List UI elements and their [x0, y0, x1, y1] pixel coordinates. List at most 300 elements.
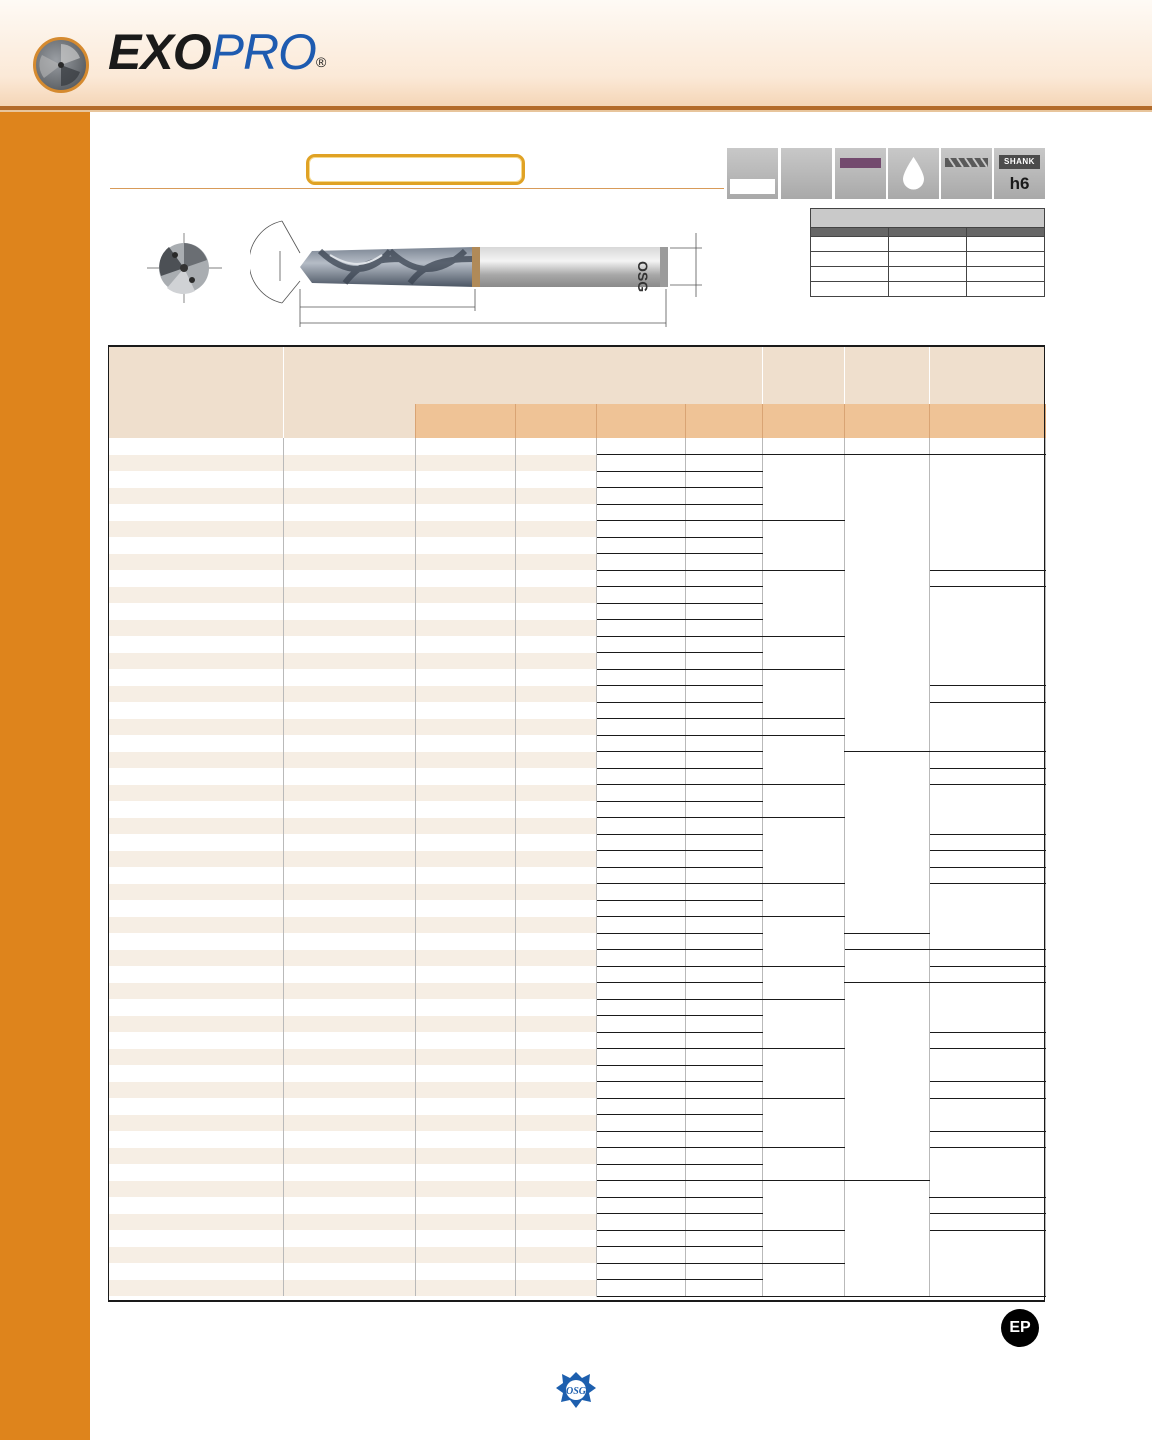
- table-cell: [515, 1016, 596, 1033]
- brand-logo: [108, 24, 325, 80]
- table-cell: [415, 1214, 515, 1231]
- table-cell: [108, 1164, 283, 1181]
- table-cell: [844, 455, 929, 752]
- table-cell: [929, 834, 1045, 851]
- table-cell: [596, 1164, 685, 1181]
- table-cell: [108, 1280, 283, 1297]
- table-cell: [929, 785, 1045, 835]
- table-cell: [108, 1131, 283, 1148]
- table-cell: [108, 1098, 283, 1115]
- table-cell: [844, 950, 929, 983]
- table-cell: [108, 966, 283, 983]
- table-cell: [596, 1131, 685, 1148]
- table-cell: [515, 933, 596, 950]
- table-cell: [929, 1098, 1045, 1131]
- table-cell: [415, 1065, 515, 1082]
- table-cell: [515, 455, 596, 472]
- table-cell: [515, 719, 596, 736]
- table-cell: [415, 488, 515, 505]
- table-cell: [596, 1065, 685, 1082]
- table-cell: [762, 999, 844, 1049]
- table-cell: [515, 504, 596, 521]
- table-cell: [762, 570, 844, 636]
- table-cell: [515, 983, 596, 1000]
- table-cell: [108, 933, 283, 950]
- table-cell: [929, 1148, 1045, 1198]
- table-cell: [415, 834, 515, 851]
- table-cell: [685, 1065, 762, 1082]
- table-cell: [929, 752, 1045, 769]
- table-cell: [415, 669, 515, 686]
- table-cell: [415, 1049, 515, 1066]
- table-cell: [515, 570, 596, 587]
- table-cell: [415, 785, 515, 802]
- table-cell: [596, 884, 685, 901]
- table-cell: [685, 768, 762, 785]
- table-cell: [108, 1032, 283, 1049]
- table-cell: [515, 801, 596, 818]
- table-cell: [596, 488, 685, 505]
- table-cell: [685, 686, 762, 703]
- table-cell: [929, 1230, 1045, 1296]
- table-cell: [596, 1049, 685, 1066]
- table-cell: [283, 884, 415, 901]
- table-cell: [515, 1032, 596, 1049]
- table-cell: [108, 686, 283, 703]
- table-cell: [685, 488, 762, 505]
- table-cell: [415, 966, 515, 983]
- table-cell: [415, 438, 515, 455]
- feature-icon-2: [781, 148, 832, 199]
- table-cell: [415, 1247, 515, 1264]
- table-cell: [596, 438, 685, 455]
- table-cell: [283, 999, 415, 1016]
- table-cell: [283, 702, 415, 719]
- table-cell: [685, 1131, 762, 1148]
- tolerance-table-header: [811, 209, 1045, 228]
- table-cell: [685, 603, 762, 620]
- table-cell: [283, 653, 415, 670]
- table-cell: [685, 867, 762, 884]
- table-cell: [283, 966, 415, 983]
- table-cell: [515, 521, 596, 538]
- table-cell: [596, 603, 685, 620]
- table-cell: [929, 1131, 1045, 1148]
- table-cell: [283, 1164, 415, 1181]
- table-cell: [515, 603, 596, 620]
- table-cell: [415, 1016, 515, 1033]
- table-cell: [515, 1181, 596, 1198]
- table-cell: [762, 785, 844, 818]
- table-cell: [415, 686, 515, 703]
- table-cell: [283, 1016, 415, 1033]
- table-cell: [283, 834, 415, 851]
- table-cell: [515, 1065, 596, 1082]
- table-cell: [685, 933, 762, 950]
- table-cell: [685, 1280, 762, 1297]
- table-cell: [415, 851, 515, 868]
- table-cell: [596, 801, 685, 818]
- table-cell: [515, 735, 596, 752]
- table-cell: [685, 620, 762, 637]
- table-cell: [515, 1082, 596, 1099]
- helix-icon: [941, 148, 992, 199]
- table-cell: [685, 752, 762, 769]
- table-cell: [929, 587, 1045, 686]
- table-cell: [685, 1214, 762, 1231]
- column-header-7: [762, 345, 844, 404]
- table-cell: [283, 818, 415, 835]
- table-cell: [108, 636, 283, 653]
- table-cell: [283, 1115, 415, 1132]
- table-cell: [415, 900, 515, 917]
- table-cell: [415, 884, 515, 901]
- table-cell: [929, 702, 1045, 752]
- table-cell: [283, 983, 415, 1000]
- table-cell: [929, 455, 1045, 571]
- table-cell: [415, 504, 515, 521]
- table-cell: [762, 1181, 844, 1231]
- table-cell: [844, 1181, 929, 1297]
- table-cell: [596, 1016, 685, 1033]
- product-title-pill: [306, 154, 525, 185]
- table-cell: [685, 455, 762, 472]
- table-cell: [515, 785, 596, 802]
- table-cell: [596, 1115, 685, 1132]
- table-cell: [283, 719, 415, 736]
- table-cell: [685, 818, 762, 835]
- coating-icon: [835, 148, 886, 199]
- table-cell: [283, 504, 415, 521]
- table-cell: [515, 1263, 596, 1280]
- table-cell: [415, 587, 515, 604]
- table-cell: [596, 653, 685, 670]
- table-cell: [929, 983, 1045, 1033]
- tolerance-table: [810, 208, 1045, 297]
- table-cell: [762, 636, 844, 669]
- table-cell: [108, 554, 283, 571]
- table-cell: [283, 768, 415, 785]
- table-cell: [108, 1181, 283, 1198]
- table-cell: [108, 1049, 283, 1066]
- table-cell: [515, 1230, 596, 1247]
- table-cell: [929, 768, 1045, 785]
- table-cell: [685, 1049, 762, 1066]
- table-cell: [415, 1115, 515, 1132]
- table-cell: [108, 884, 283, 901]
- table-cell: [762, 719, 844, 736]
- table-row: [108, 950, 1045, 967]
- table-cell: [515, 1197, 596, 1214]
- table-cell: [283, 1247, 415, 1264]
- table-cell: [515, 768, 596, 785]
- table-cell: [929, 950, 1045, 967]
- table-cell: [685, 1082, 762, 1099]
- table-cell: [596, 1181, 685, 1198]
- table-cell: [685, 999, 762, 1016]
- table-row: [108, 1181, 1045, 1198]
- table-cell: [415, 702, 515, 719]
- column-header-edp: [108, 345, 283, 438]
- table-cell: [929, 1214, 1045, 1231]
- table-cell: [596, 702, 685, 719]
- table-cell: [108, 801, 283, 818]
- table-cell: [929, 1197, 1045, 1214]
- table-cell: [685, 1164, 762, 1181]
- table-cell: [685, 1148, 762, 1165]
- table-cell: [762, 455, 844, 521]
- table-cell: [762, 1049, 844, 1099]
- table-cell: [515, 917, 596, 934]
- table-cell: [929, 438, 1045, 455]
- table-cell: [108, 587, 283, 604]
- table-cell: [283, 537, 415, 554]
- table-cell: [108, 1115, 283, 1132]
- table-cell: [685, 504, 762, 521]
- table-cell: [685, 719, 762, 736]
- table-cell: [685, 1032, 762, 1049]
- table-cell: [596, 933, 685, 950]
- table-cell: [108, 653, 283, 670]
- table-cell: [685, 851, 762, 868]
- table-cell: [283, 1065, 415, 1082]
- brand-name-part1: EXO: [108, 24, 211, 80]
- table-cell: [596, 1280, 685, 1297]
- table-cell: [283, 669, 415, 686]
- table-cell: [108, 504, 283, 521]
- table-row: [108, 455, 1045, 472]
- table-row: [108, 438, 1045, 455]
- table-cell: [415, 999, 515, 1016]
- table-cell: [685, 471, 762, 488]
- table-cell: [283, 1214, 415, 1231]
- table-cell: [844, 983, 929, 1181]
- table-cell: [762, 1148, 844, 1181]
- table-cell: [283, 686, 415, 703]
- table-row: [108, 752, 1045, 769]
- table-cell: [415, 933, 515, 950]
- table-cell: [685, 1230, 762, 1247]
- table-cell: [596, 554, 685, 571]
- table-cell: [762, 1098, 844, 1148]
- table-cell: [515, 752, 596, 769]
- osg-logo-text: OSG: [565, 1386, 587, 1397]
- table-cell: [283, 471, 415, 488]
- table-cell: [108, 983, 283, 1000]
- table-header-row-1: [108, 345, 1045, 404]
- table-cell: [283, 950, 415, 967]
- table-cell: [108, 669, 283, 686]
- table-cell: [685, 834, 762, 851]
- table-cell: [929, 966, 1045, 983]
- table-cell: [415, 768, 515, 785]
- table-cell: [415, 521, 515, 538]
- table-body: [108, 438, 1045, 1296]
- table-cell: [283, 438, 415, 455]
- table-cell: [415, 1230, 515, 1247]
- table-cell: [108, 752, 283, 769]
- table-cell: [596, 636, 685, 653]
- table-cell: [685, 521, 762, 538]
- table-cell: [415, 752, 515, 769]
- table-cell: [596, 587, 685, 604]
- table-cell: [108, 471, 283, 488]
- table-cell: [596, 1148, 685, 1165]
- table-cell: [283, 1197, 415, 1214]
- table-cell: [596, 537, 685, 554]
- table-cell: [844, 752, 929, 934]
- table-cell: [515, 1280, 596, 1297]
- table-cell: [108, 1148, 283, 1165]
- table-cell: [415, 1197, 515, 1214]
- table-cell: [596, 900, 685, 917]
- table-cell: [108, 521, 283, 538]
- feature-icon-1: [727, 148, 778, 199]
- table-cell: [515, 818, 596, 835]
- table-cell: [515, 1131, 596, 1148]
- ep-badge: EP: [1001, 1309, 1039, 1347]
- table-cell: [762, 438, 844, 455]
- table-cell: [515, 1214, 596, 1231]
- table-cell: [108, 768, 283, 785]
- table-cell: [515, 653, 596, 670]
- table-cell: [415, 554, 515, 571]
- table-cell: [596, 851, 685, 868]
- table-cell: [108, 570, 283, 587]
- table-cell: [596, 521, 685, 538]
- table-cell: [515, 867, 596, 884]
- table-cell: [415, 1263, 515, 1280]
- table-cell: [596, 1214, 685, 1231]
- table-cell: [844, 933, 929, 950]
- table-cell: [596, 570, 685, 587]
- table-cell: [596, 966, 685, 983]
- table-cell: [596, 455, 685, 472]
- table-cell: [283, 1049, 415, 1066]
- table-cell: [108, 719, 283, 736]
- table-cell: [515, 636, 596, 653]
- drill-end-view-image: [147, 233, 222, 303]
- table-cell: [283, 735, 415, 752]
- table-cell: [596, 867, 685, 884]
- table-cell: [685, 1098, 762, 1115]
- table-cell: [415, 1280, 515, 1297]
- table-cell: [596, 1098, 685, 1115]
- table-cell: [685, 537, 762, 554]
- table-cell: [283, 801, 415, 818]
- table-cell: [108, 603, 283, 620]
- table-cell: [762, 818, 844, 884]
- table-cell: [929, 884, 1045, 950]
- table-cell: [762, 521, 844, 571]
- table-cell: [415, 1032, 515, 1049]
- table-cell: [415, 1148, 515, 1165]
- table-cell: [929, 867, 1045, 884]
- table-cell: [596, 1082, 685, 1099]
- table-cell: [515, 1247, 596, 1264]
- table-cell: [283, 570, 415, 587]
- table-cell: [515, 999, 596, 1016]
- table-row: [108, 983, 1045, 1000]
- table-cell: [685, 801, 762, 818]
- drill-tip-logo-icon: [33, 37, 89, 93]
- table-cell: [596, 1032, 685, 1049]
- table-cell: [844, 438, 929, 455]
- table-cell: [415, 735, 515, 752]
- table-cell: [283, 521, 415, 538]
- table-cell: [596, 669, 685, 686]
- table-cell: [515, 438, 596, 455]
- table-cell: [515, 834, 596, 851]
- table-row: [108, 933, 1045, 950]
- table-cell: [283, 933, 415, 950]
- table-cell: [596, 719, 685, 736]
- table-cell: [283, 900, 415, 917]
- table-cell: [762, 735, 844, 785]
- table-cell: [515, 1115, 596, 1132]
- table-cell: [415, 537, 515, 554]
- table-cell: [929, 1049, 1045, 1082]
- table-cell: [515, 620, 596, 637]
- table-cell: [108, 438, 283, 455]
- table-cell: [515, 1164, 596, 1181]
- table-cell: [415, 719, 515, 736]
- table-cell: [515, 537, 596, 554]
- table-cell: [596, 834, 685, 851]
- table-cell: [108, 1214, 283, 1231]
- table-cell: [929, 1032, 1045, 1049]
- table-cell: [108, 1263, 283, 1280]
- table-cell: [596, 752, 685, 769]
- table-cell: [596, 999, 685, 1016]
- table-cell: [685, 735, 762, 752]
- table-cell: [108, 900, 283, 917]
- table-cell: [283, 1263, 415, 1280]
- table-cell: [596, 620, 685, 637]
- table-cell: [685, 1263, 762, 1280]
- table-cell: [515, 1098, 596, 1115]
- table-cell: [283, 1082, 415, 1099]
- table-cell: [415, 471, 515, 488]
- table-cell: [415, 653, 515, 670]
- table-cell: [515, 471, 596, 488]
- table-cell: [929, 686, 1045, 703]
- registered-mark: ®: [315, 54, 326, 70]
- table-cell: [108, 1082, 283, 1099]
- table-cell: [415, 867, 515, 884]
- table-cell: [685, 900, 762, 917]
- table-cell: [415, 1164, 515, 1181]
- table-cell: [283, 455, 415, 472]
- table-cell: [685, 983, 762, 1000]
- table-cell: [108, 834, 283, 851]
- table-cell: [596, 471, 685, 488]
- table-cell: [515, 1148, 596, 1165]
- table-cell: [515, 884, 596, 901]
- table-cell: [596, 768, 685, 785]
- table-cell: [283, 1131, 415, 1148]
- table-cell: [108, 455, 283, 472]
- table-cell: [515, 1049, 596, 1066]
- table-cell: [283, 1181, 415, 1198]
- table-cell: [108, 999, 283, 1016]
- shank-label: SHANK: [999, 155, 1040, 169]
- table-cell: [596, 1263, 685, 1280]
- table-cell: [108, 867, 283, 884]
- header-divider-light: [0, 110, 1152, 112]
- coolant-drop-icon: [888, 148, 939, 199]
- table-cell: [108, 620, 283, 637]
